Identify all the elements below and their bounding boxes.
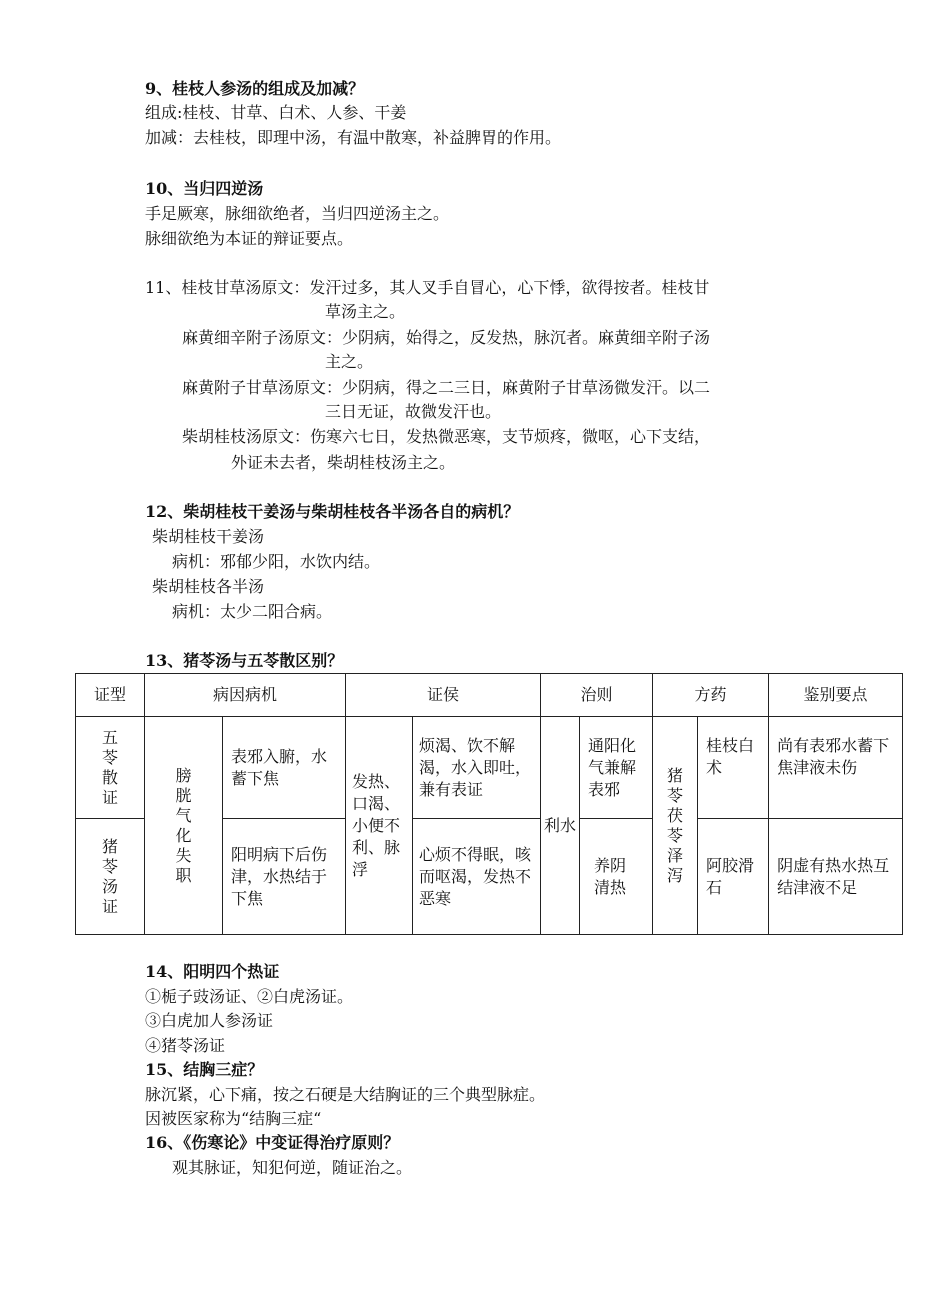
q11-item2-line2: 主之。 bbox=[325, 352, 374, 371]
row1-herbs-cell: 桂枝白术 bbox=[698, 717, 769, 819]
q11-item3-line1: 麻黄附子甘草汤原文：少阴病，得之二三日，麻黄附子甘草汤微发汗。以二 bbox=[182, 378, 711, 397]
header-cell: 证型 bbox=[76, 674, 145, 717]
row1-principle-cell: 通阳化气兼解表邪 bbox=[580, 717, 653, 819]
q13-title: 13、猪苓汤与五苓散区别？ bbox=[145, 651, 344, 670]
header-cell: 治则 bbox=[541, 674, 653, 717]
q12-title: 12、柴胡桂枝干姜汤与柴胡桂枝各半汤各自的病机？ bbox=[145, 502, 520, 521]
q11-item1-line1: 11、桂枝甘草汤原文：发汗过多，其人叉手自冒心，心下悸，欲得按者。桂枝甘 bbox=[145, 278, 710, 297]
q11-item3-line2: 三日无证，故微发汗也。 bbox=[325, 402, 502, 421]
row1-key-cell: 尚有表邪水蓄下焦津液未伤 bbox=[769, 717, 903, 819]
q12-formula1-name: 柴胡桂枝干姜汤 bbox=[152, 527, 265, 546]
q9-composition: 组成:桂枝、甘草、白术、人参、干姜 bbox=[145, 103, 407, 122]
q11-item1-line2: 草汤主之。 bbox=[325, 302, 406, 321]
q15-line2: 因被医家称为“结胸三症“ bbox=[145, 1109, 322, 1128]
header-cell: 方药 bbox=[653, 674, 769, 717]
comparison-table bbox=[75, 673, 903, 935]
q9-modification: 加减：去桂枝，即理中汤，有温中散寒，补益脾胃的作用。 bbox=[145, 128, 562, 147]
table-header-row bbox=[76, 674, 903, 717]
q10-line2: 脉细欲绝为本证的辩证要点。 bbox=[145, 229, 354, 248]
q16-line1: 观其脉证，知犯何逆，随证治之。 bbox=[172, 1158, 413, 1177]
q14-line3: ④猪苓汤证 bbox=[145, 1036, 226, 1055]
row1-mechanism-cell: 表邪入腑，水蓄下焦 bbox=[223, 717, 346, 819]
q10-line1: 手足厥寒，脉细欲绝者，当归四逆汤主之。 bbox=[145, 204, 450, 223]
row2-herbs-cell: 阿胶滑石 bbox=[698, 819, 769, 935]
q12-formula2-name: 柴胡桂枝各半汤 bbox=[152, 577, 265, 596]
q16-title: 16、《伤寒论》中变证得治疗原则？ bbox=[145, 1133, 400, 1152]
row1-type-cell: 五苓散证 bbox=[76, 717, 145, 819]
q11-item4-line1: 柴胡桂枝汤原文：伤寒六七日，发热微恶寒，支节烦疼，微呕，心下支结， bbox=[182, 427, 711, 446]
table-row bbox=[76, 717, 903, 819]
q11-item2-line1: 麻黄细辛附子汤原文：少阴病，始得之，反发热，脉沉者。麻黄细辛附子汤 bbox=[182, 328, 711, 347]
q9-title: 9、桂枝人参汤的组成及加减？ bbox=[145, 79, 365, 98]
row2-principle-cell: 养阴清热 bbox=[580, 819, 653, 935]
q15-line1: 脉沉紧，心下痛，按之石硬是大结胸证的三个典型脉症。 bbox=[145, 1085, 546, 1104]
q10-title: 10、当归四逆汤 bbox=[145, 179, 264, 198]
row1-symptom-cell: 烦渴、饮不解渴，水入即吐，兼有表证 bbox=[413, 717, 541, 819]
q14-line1: ①栀子豉汤证、②白虎汤证。 bbox=[145, 987, 354, 1006]
shared-symptom-cell: 发热、口渴、小便不利、脉浮 bbox=[346, 717, 413, 935]
q12-formula2-mechanism: 病机：太少二阳合病。 bbox=[172, 602, 333, 621]
q14-title: 14、阳明四个热证 bbox=[145, 962, 280, 981]
q11-item4-line2: 外证未去者，柴胡桂枝汤主之。 bbox=[231, 453, 456, 472]
shared-principle-cell: 利水 bbox=[541, 717, 580, 935]
row2-mechanism-cell: 阳明病下后伤津，水热结于下焦 bbox=[223, 819, 346, 935]
row2-type-cell: 猪苓汤证 bbox=[76, 819, 145, 935]
header-cell: 鉴别要点 bbox=[769, 674, 903, 717]
header-cell: 病因病机 bbox=[145, 674, 346, 717]
row2-symptom-cell: 心烦不得眠，咳而呕渴，发热不恶寒 bbox=[413, 819, 541, 935]
shared-mechanism-cell: 膀胱气化失职 bbox=[145, 717, 223, 935]
q12-formula1-mechanism: 病机：邪郁少阳，水饮内结。 bbox=[172, 552, 381, 571]
shared-herbs-cell: 猪苓茯苓泽泻 bbox=[653, 717, 698, 935]
header-cell: 证侯 bbox=[346, 674, 541, 717]
row2-key-cell: 阴虚有热水热互结津液不足 bbox=[769, 819, 903, 935]
q15-title: 15、结胸三症？ bbox=[145, 1060, 264, 1079]
q14-line2: ③白虎加人参汤证 bbox=[145, 1011, 274, 1030]
